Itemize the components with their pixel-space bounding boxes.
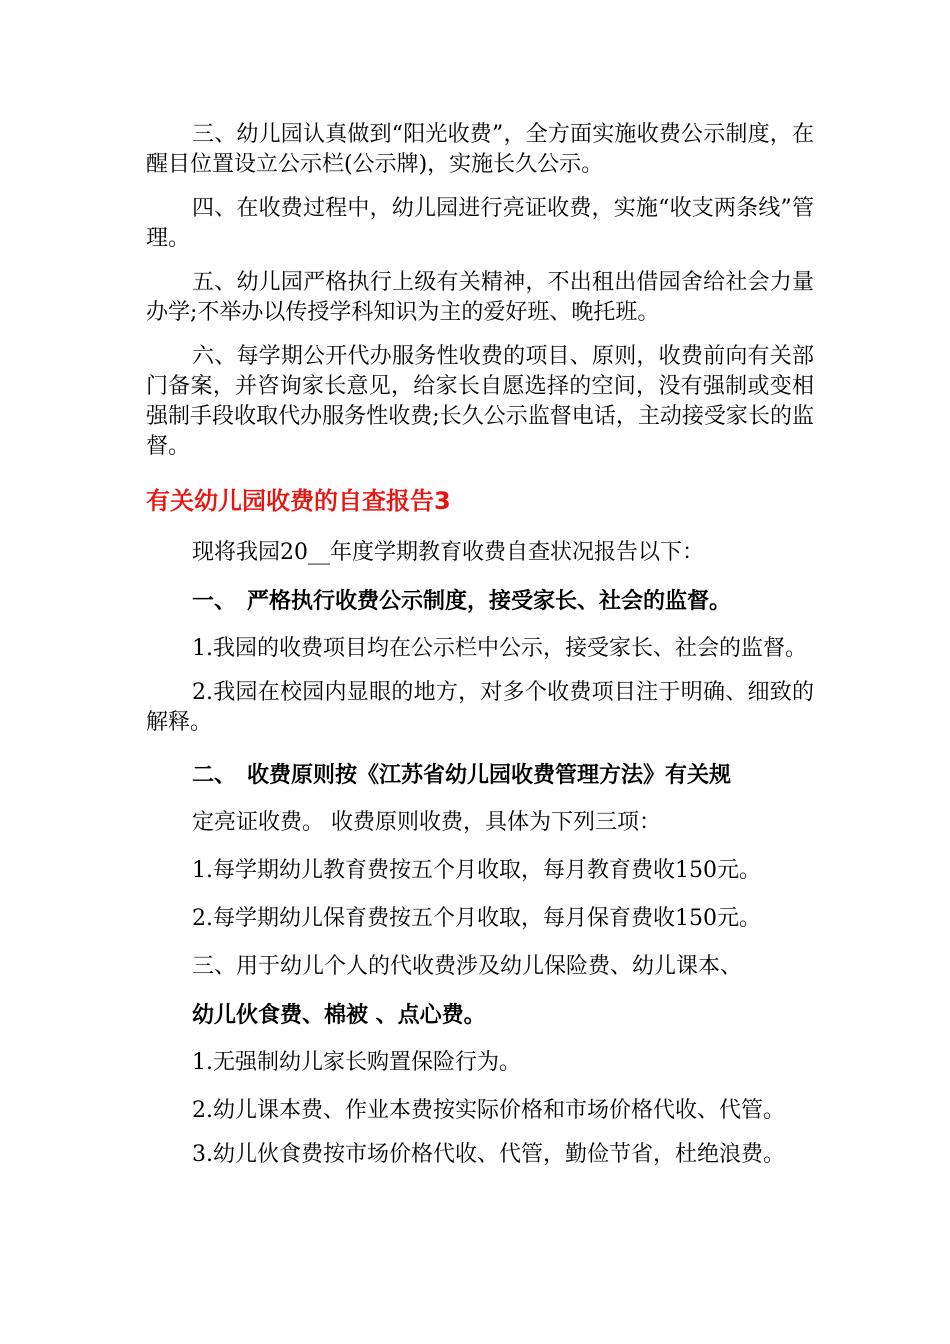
section-3-item-1: 1.无强制幼儿家长购置保险行为。	[192, 1050, 521, 1075]
paragraph-5: 五、幼儿园严格执行上级有关精神，不出租出借园舍给社会力量办学;不举办以传授学科知识为主的爱好班、晚托班。	[146, 270, 814, 325]
section-heading: 有关幼儿园收费的自查报告3	[146, 487, 451, 515]
section-1-title: 一、 严格执行收费公示制度，接受家长、社会的监督。	[192, 588, 732, 614]
section-1-item-1: 1.我园的收费项目均在公示栏中公示，接受家长、社会的监督。	[192, 636, 807, 661]
document-page	[146, 120, 814, 1184]
section-2-title: 二、 收费原则按《江苏省幼儿园收费管理方法》有关规	[192, 762, 732, 788]
section-1-item-2: 2.我园在校园内显眼的地方，对多个收费项目注于明确、细致的解释。	[146, 680, 814, 735]
paragraph-4: 四、在收费过程中，幼儿园进行亮证收费，实施“收支两条线”管理。	[146, 196, 814, 251]
paragraph-6: 六、每学期公开代办服务性收费的项目、原则，收费前向有关部门备案，并咨询家长意见，给家长自愿选择的空间，没有强制或变相强制手段收取代办服务性收费;长久公示监督电话，主动接受家长的监督。	[146, 344, 814, 459]
section-2-continuation: 定亮证收费。 收费原则收费，具体为下列三项：	[192, 810, 661, 835]
intro-paragraph: 现将我园20__年度学期教育收费自查状况报告以下：	[192, 540, 704, 565]
section-3-item-3: 3.幼儿伙食费按市场价格代收、代管，勤俭节省，杜绝浪费。	[192, 1142, 785, 1167]
section-3-title: 三、用于幼儿个人的代收费涉及幼儿保险费、幼儿课本、	[192, 954, 743, 979]
section-2-item-2: 2.每学期幼儿保育费按五个月收取，每月保育费收150元。	[192, 906, 761, 931]
section-3-title-continuation: 幼儿伙食费、棉被 、点心费。	[192, 1002, 486, 1028]
section-3-item-2: 2.幼儿课本费、作业本费按实际价格和市场价格代收、代管。	[192, 1098, 785, 1123]
paragraph-3: 三、幼儿园认真做到“阳光收费”，全方面实施收费公示制度，在醒目位置设立公示栏(公示牌)，实施长久公示。	[146, 122, 814, 177]
section-2-item-1: 1.每学期幼儿教育费按五个月收取，每月教育费收150元。	[192, 858, 761, 883]
